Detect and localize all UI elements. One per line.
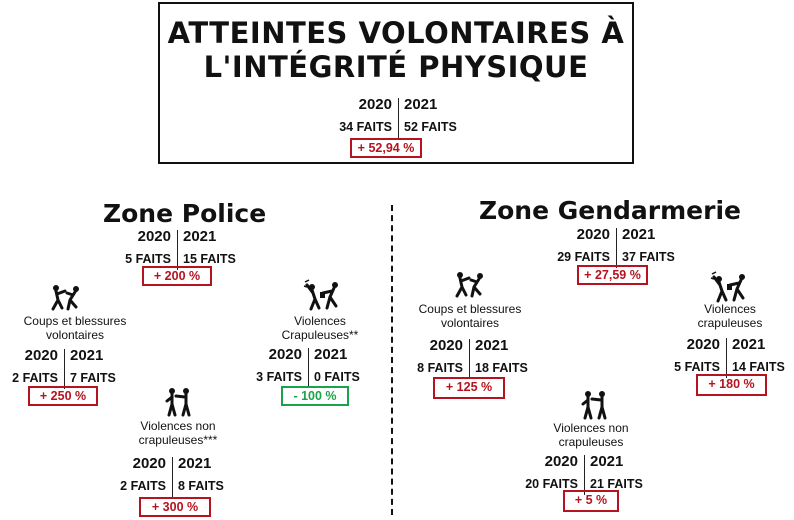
label-line: Coups et blessures [418,302,522,316]
year-2021: 2021 [732,336,766,353]
facts-2021: 8 FAITS [178,479,224,493]
fight-icon [452,270,488,303]
stat-separator [172,457,173,497]
stat-separator [469,339,470,379]
year-2021: 2021 [622,226,656,243]
facts-2020: 5 FAITS [125,252,171,266]
year-2021: 2021 [590,453,624,470]
year-2020: 2020 [544,453,578,470]
year-2021: 2021 [178,455,212,472]
year-2021: 2021 [404,96,438,113]
assault-icon [164,387,194,422]
police-crap-label [255,314,385,342]
zone-divider [391,205,393,515]
police-noncrap-stats [102,455,242,499]
gend-coups-label [405,302,535,330]
gend-noncrap-label [526,421,656,449]
change-badge: + 52,94 % [350,138,422,158]
page-title-line2: L'INTÉGRITÉ PHYSIQUE [203,50,589,84]
year-2021: 2021 [70,347,104,364]
facts-2020: 3 FAITS [256,370,302,384]
police-noncrap-label [113,419,243,447]
gend-total-change-badge: + 27,59 % [577,265,648,285]
page-title-line1: ATTEINTES VOLONTAIRES À [167,16,625,50]
facts-2021: 18 FAITS [475,361,528,375]
header-box [158,2,634,164]
facts-2020: 2 FAITS [120,479,166,493]
facts-2021: 14 FAITS [732,360,785,374]
label-line: volontaires [440,316,500,330]
assault-icon [580,390,610,425]
stat-separator [584,455,585,495]
facts-2021: 52 FAITS [404,120,457,134]
year-2020: 2020 [576,226,610,243]
facts-2020: 29 FAITS [557,250,610,264]
header-stats [328,96,468,140]
facts-2020: 20 FAITS [525,477,578,491]
facts-2021: 15 FAITS [183,252,236,266]
gend-coups-change-badge: + 125 % [433,377,505,399]
facts-2021: 7 FAITS [70,371,116,385]
label-line: crapuleuses [697,316,763,330]
fight-icon [48,283,84,316]
label-line: Crapuleuses** [281,328,359,342]
label-line: volontaires [45,328,105,342]
facts-2020: 8 FAITS [417,361,463,375]
year-2020: 2020 [132,455,166,472]
zone-police-title: Zone Police [103,199,267,228]
label-line: Violences non [553,421,629,435]
gend-total-stats [546,226,686,270]
stat-separator [398,98,399,138]
year-2021: 2021 [314,346,348,363]
stat-separator [64,349,65,389]
facts-2020: 34 FAITS [339,120,392,134]
facts-2021: 21 FAITS [590,477,643,491]
year-2020: 2020 [686,336,720,353]
year-2021: 2021 [475,337,509,354]
facts-2021: 37 FAITS [622,250,675,264]
year-2020: 2020 [429,337,463,354]
year-2020: 2020 [358,96,392,113]
label-line: crapuleuses [558,435,624,449]
robbery-icon [303,279,345,316]
police-crap-stats [238,346,378,390]
label-line: crapuleuses*** [138,433,218,447]
year-2020: 2020 [268,346,302,363]
police-coups-stats [0,347,134,391]
facts-2020: 2 FAITS [12,371,58,385]
police-total-change-badge: + 200 % [142,266,212,286]
stat-separator [308,348,309,388]
label-line: Coups et blessures [23,314,127,328]
year-2021: 2021 [183,228,217,245]
police-coups-label [10,314,140,342]
police-crap-change-badge: - 100 % [281,386,349,406]
label-line: Violences [704,302,756,316]
police-coups-change-badge: + 250 % [28,386,98,406]
year-2020: 2020 [137,228,171,245]
gend-crap-change-badge: + 180 % [696,374,767,396]
label-line: Violences non [140,419,216,433]
police-noncrap-change-badge: + 300 % [139,497,211,517]
label-line: Violences [294,314,346,328]
stat-separator [616,228,617,268]
gend-coups-stats [399,337,539,381]
stat-separator [177,230,178,270]
zone-gendarmerie-title: Zone Gendarmerie [479,196,741,225]
gend-crap-label [670,302,790,330]
facts-2020: 5 FAITS [674,360,720,374]
stat-separator [726,338,727,378]
facts-2021: 0 FAITS [314,370,360,384]
gend-noncrap-change-badge: + 5 % [563,490,619,512]
year-2020: 2020 [24,347,58,364]
